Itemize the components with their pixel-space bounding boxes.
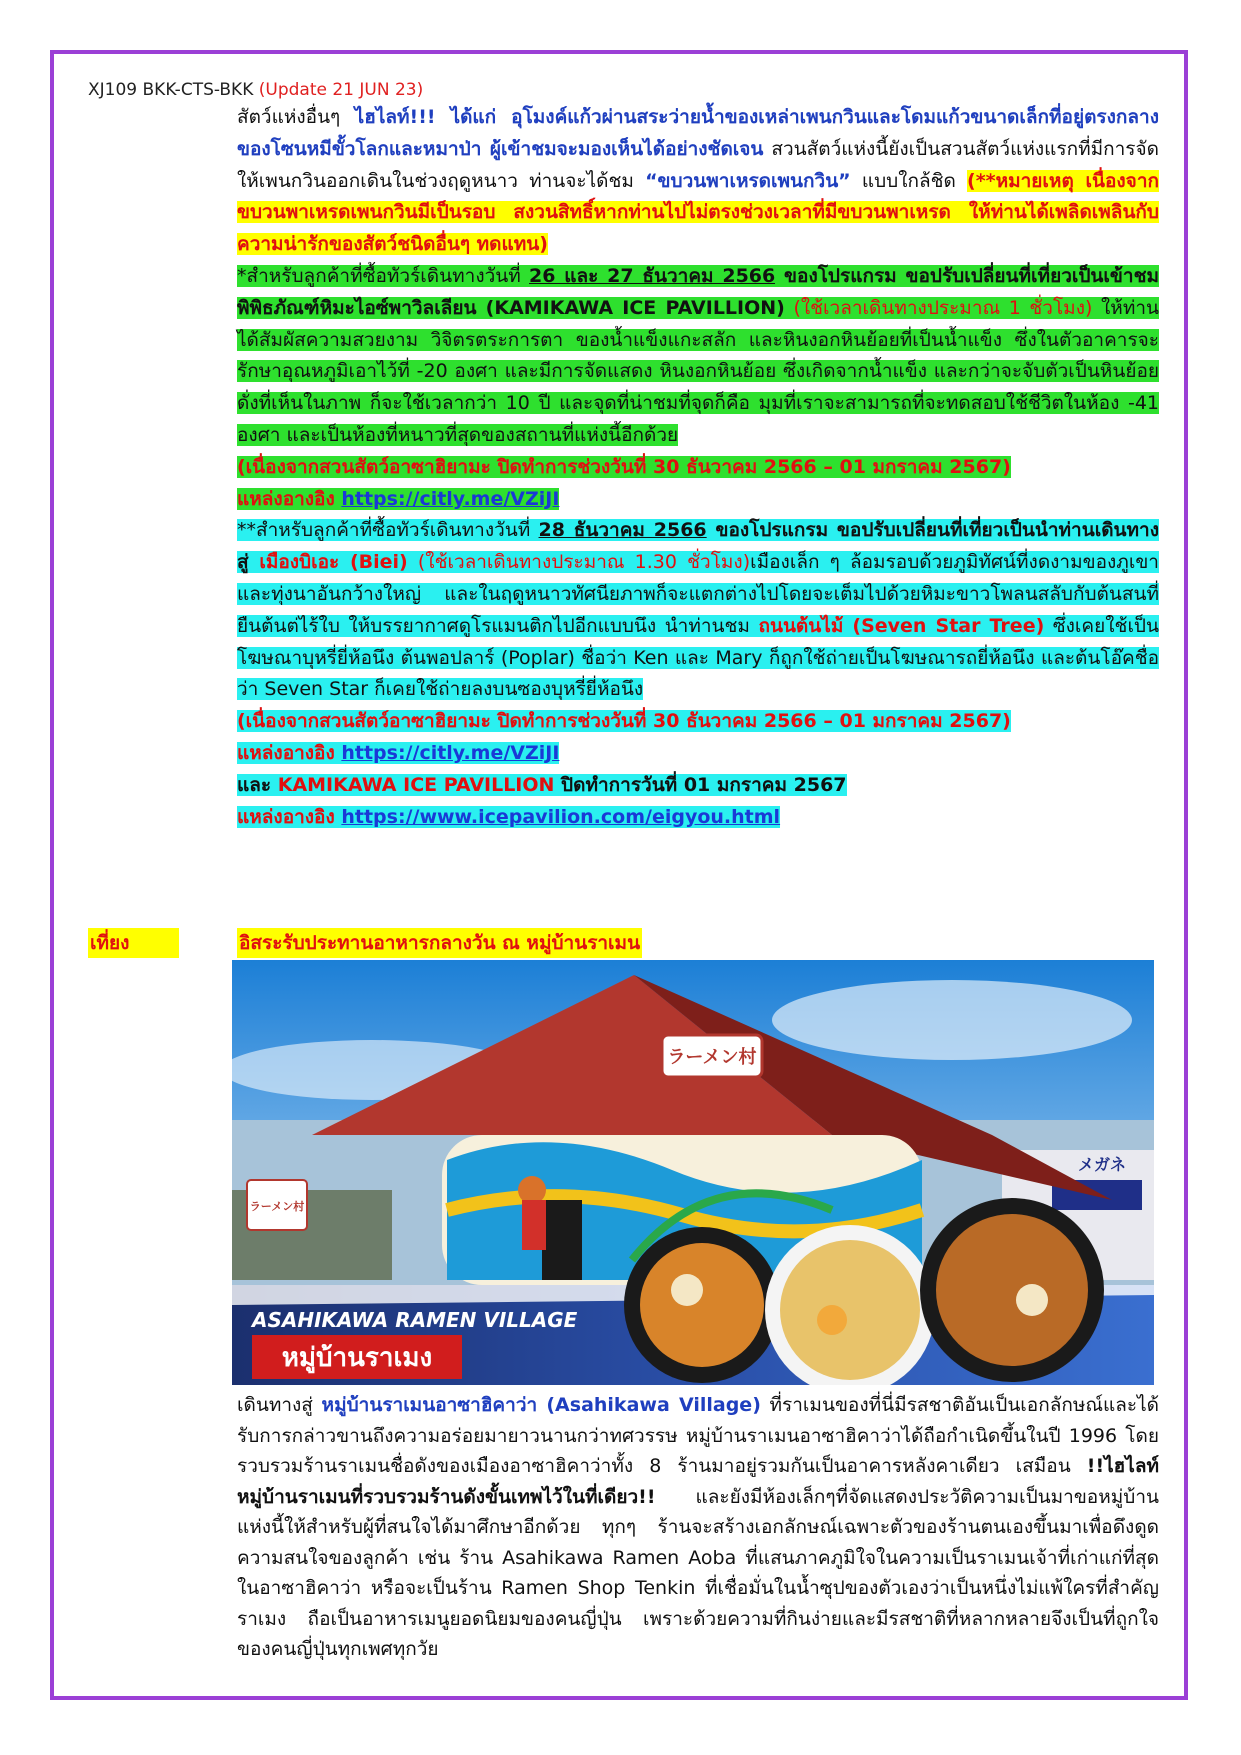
cyan-notice — [237, 515, 1159, 833]
tour-code: XJ109 BKK-CTS-BKK — [88, 80, 254, 100]
closed-dates: ปิดทำการช่วงวันที่ 30 ธันวาคม 2566 – 01 มกราคม 2567) — [490, 710, 1011, 733]
desc-text: เดินทางสู่ — [237, 1394, 322, 1416]
closed-dates: ปิดทำการช่วงวันที่ 30 ธันวาคม 2566 – 01 มกราคม 2567) — [490, 455, 1011, 478]
shop-sign: メガネ — [1077, 1155, 1127, 1174]
update-date: (Update 21 JUN 23) — [258, 80, 424, 100]
closed-prefix: (เนื่องจาก — [237, 455, 320, 478]
zoo-text-2: สวนสัตว์แห่งนี้ยังเป็นสวนสัตว์แห่งแรกที่มีการจัดให้เพนกวินออกเดินในช่วงฤดูหนาว ท่านจะได้ชม — [237, 137, 1159, 192]
green-travel-time: (ใช้เวลาเดินทางประมาณ 1 ชั่วโมง) — [784, 296, 1093, 319]
itinerary-content — [237, 102, 1159, 833]
zoo-highlight: ไฮไลท์!!! ได้แก่ อุโมงค์แก้วผ่านสระว่ายน้ำของเหล่าเพนกวินและโดมแก้วขนาดเล็กที่อยู่ตรงกลางของโซนหมีขั้วโลกและหมาป่า ผู้เข้าชมจะมองเห็นได้อย่างชัดเจน — [237, 106, 1159, 160]
parade-note: (**หมายเหตุ เนื่องจากขบวนพาเหรดเพนกวินมีเป็นรอบ สงวนสิทธิ์หากท่านไปไม่ตรงช่วงเวลาที่มีขบวนพาเหรด ให้ท่านได้เพลิดเพลินกับความน่ารักของสัตว์ชนิดอื่นๆ ทดแทน) — [237, 169, 1159, 256]
ref-label: แหล่งอางอิง — [237, 805, 342, 828]
banner-title-th: หมู่บ้านราเมง — [281, 1343, 433, 1373]
reference-link[interactable]: https://citly.me/VZiJI — [341, 741, 560, 764]
cyan-text: **สำหรับลูกค้าที่ซื้อทัวร์เดินทางวันที่ — [237, 519, 539, 542]
desc-text-3: และยังมีห้องเล็กๆที่จัดแสดงประวัติความเป็นมาขอหมู่บ้านแห่งนี้ให้สำหรับผู้ที่สนใจได้มาศึกษาอีกด้วย ทุกๆ ร้านจะสร้างเอกลักษณ์เฉพาะตัวของร้านตนเองขึ้นมาเพื่อดึงดูดความสนใจของลูกค้า เช่น ร้าน Asahikawa Ramen Aoba ที่แสนภาคภูมิใจในความเป็นราเมนเจ้าที่เก่าแก่ที่สุดในอาซาฮิคาว่า หรือจะเป็นร้าน Ramen Shop Tenkin ที่เชื่อมั่นในน้ำซุปของตัวเองว่าเป็นหนึ่งไม่แพ้ใครที่สำคัญ ราเมง ถือเป็นอาหารเมนูยอดนิยมของคนญี่ปุ่น เพราะด้วยความที่กินง่ายและมีรสชาติที่หลากหลายจึงเป็นที่ถูกใจของคนญี่ปุ่นทุกเพศทุกวัย — [237, 1485, 1159, 1660]
kamikawa-closed: ปิดทำการวันที่ 01 มกราคม 2567 — [554, 773, 847, 796]
cyan-closed — [237, 710, 1011, 732]
zoo-text-3: แบบใกล้ชิด — [850, 169, 968, 192]
green-text-2: ของโปรแกรม ขอปรับเปลี่ยนที่เที่ยวเป็นเข้าชม — [775, 264, 1159, 287]
seven-star-tree: ถนนต้นไม้ (Seven Star Tree) — [758, 614, 1045, 637]
zoo-paragraph — [237, 102, 1159, 261]
cyan-text-2: ของโปรแกรม ขอปรับเปลี่ยนที่เที่ยวเป็นนำท่านเดินทางสู่ — [237, 519, 1159, 574]
village-name: หมู่บ้านราเมนอาซาฮิคาว่า (Asahikawa Village) — [321, 1394, 761, 1416]
desc-highlight: !!ไฮไลท์ หมู่บ้านราเมนที่รวบรวมร้านดังขั้นเทพไว้ในที่เดียว!! — [237, 1455, 1159, 1508]
lunch-row — [88, 928, 1088, 960]
green-text-3: ให้ท่านได้สัมผัสความสวยงาม วิจิตรตระการตา ของน้ำแข็งแกะสลัก และหินงอกหินย้อยที่เป็นน้ำแข็ง ซึ่งในตัวอาคารจะรักษาอุณหภูมิเอาไว้ที่ -20 องศา และมีการจัดแสดง หินงอกหินย้อย ซึ่งเกิดจากน้ำแข็ง และกว่าจะจับตัวเป็นหินย้อยดั่งที่เห็นในภาพ ก็จะใช้เวลากว่า 10 ปี และจุดที่น่าชมที่จุดก็คือ มุมที่เราจะสามารถที่จะทดสอบใช้ชีวิตในห้อง -41 องศา และเป็นห้องที่หนาวที่สุดของสถานที่แห่งนี้อีกด้วย — [237, 296, 1159, 446]
desc-text-2: ที่ราเมนของที่นี่มีรสชาติอันเป็นเอกลักษณ์และได้รับการกล่าวขานถึงความอร่อยมายาวนานกว่าทศวรรษ หมู่บ้านราเมนอาซาฮิคาว่าได้ถือกำเนิดขึ้นในปี 1996 โดยรวบรวมร้านราเมนชื่อดังของเมืองอาซาฮิคาว่าทั้ง 8 ร้านมาอยู่รวมกันเป็นอาคารหลังคาเดียว เสมือน — [237, 1394, 1159, 1477]
ramen-village-description — [237, 1390, 1159, 1665]
cyan-text-4: ซึ่งเคยใช้เป็นโฆษณาบุหรี่ยี่ห้อนึง ต้นพอปลาร์ (Poplar) ชื่อว่า Ken และ Mary ก็ถูกใช้ถ่ายเป็นโฆษณารถยี่ห้อนึง และต้นโอ๊คชื่อว่า Seven Star ก็เคยใช้ถ่ายลงบนซองบุหรี่ยี่ห้อนึง — [237, 614, 1159, 701]
green-notice — [237, 261, 1159, 515]
ice-pavilion-name: พิพิธภัณฑ์หิมะไอซ์พาวิลเลียน (KAMIKAWA ICE PAVILLION) — [237, 296, 785, 319]
ramen-sign-small: ラーメン村 — [249, 1200, 305, 1213]
meal-label: เที่ยง — [88, 928, 179, 958]
cyan-travel-time: (ใช้เวลาเดินทางประมาณ 1.30 ชั่วโมง) — [407, 551, 751, 574]
village-sign: ラーメン村 — [667, 1047, 757, 1068]
closed-zoo: สวนสัตว์อาซาฮิยามะ — [319, 455, 491, 478]
icepavilion-link[interactable]: https://www.icepavilion.com/eigyou.html — [341, 805, 781, 828]
kamikawa-name: KAMIKAWA ICE PAVILLION — [277, 773, 555, 796]
penguin-parade: “ขบวนพาเหรดเพนกวิน” — [645, 169, 851, 192]
banner-title-en: ASAHIKAWA RAMEN VILLAGE — [252, 1308, 578, 1332]
lunch-text: อิสระรับประทานอาหารกลางวัน ณ หมู่บ้านราเมน — [237, 928, 642, 958]
closed-zoo: สวนสัตว์อาซาฮิยามะ — [319, 710, 491, 733]
ref-label: แหล่งอางอิง — [237, 487, 342, 510]
and-text: และ — [237, 773, 278, 796]
closed-prefix: (เนื่องจาก — [237, 710, 320, 733]
ramen-village-photo — [232, 960, 1154, 1385]
cyan-text-3: เมืองเล็ก ๆ ล้อมรอบด้วยภูมิทัศน์ที่งดงามของภูเขาและทุ่งนาอันกว้างใหญ่ และในฤดูหนาวทัศนียภาพก็จะแตกต่างไปโดยจะเต็มไปด้วยหิมะขาวโพลนสลับกับต้นสนที่ยืนต้นต่ไร้ใบ ให้บรรยากาศดูโรแมนติกไปอีกแบบนึง นำท่านชม — [237, 551, 1159, 637]
green-text: *สำหรับลูกค้าที่ซื้อทัวร์เดินทางวันที่ — [237, 264, 530, 287]
zoo-text: สัตว์แห่งอื่นๆ — [237, 106, 355, 128]
page-header — [88, 80, 423, 100]
ref-label: แหล่งอางอิง — [237, 741, 342, 764]
green-dates: 26 และ 27 ธันวาคม 2566 — [529, 264, 776, 287]
cyan-date: 28 ธันวาคม 2566 — [538, 519, 707, 542]
biei-name: เมืองบิเอะ (Biei) — [259, 551, 408, 574]
green-closed — [237, 456, 1011, 478]
reference-link[interactable]: https://citly.me/VZiJI — [341, 487, 560, 510]
ramen-village-image — [232, 960, 1154, 1385]
